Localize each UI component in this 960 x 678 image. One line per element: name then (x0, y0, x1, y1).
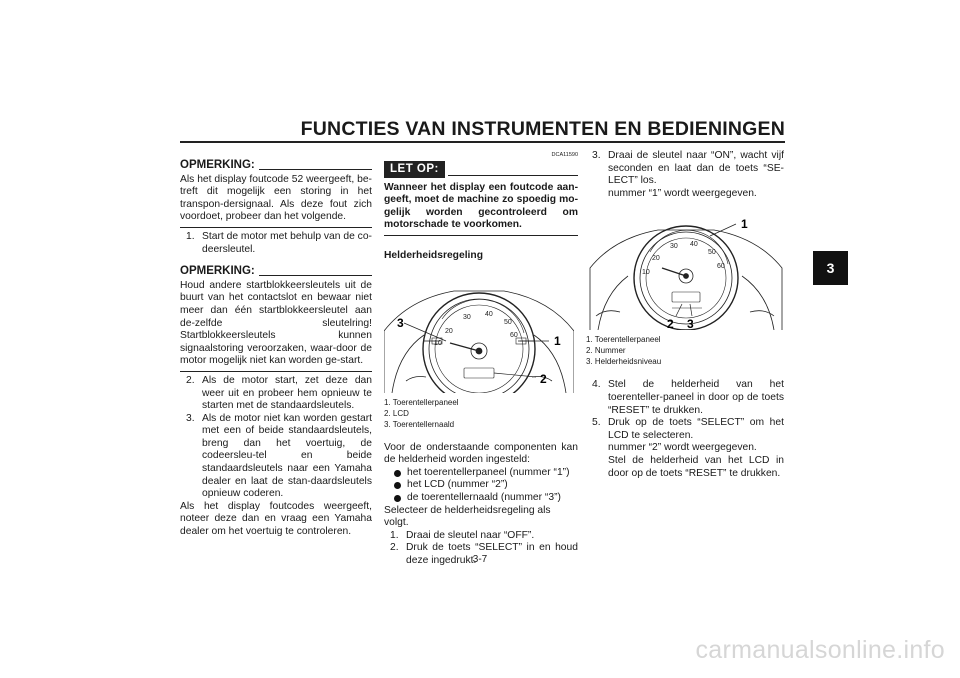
step-number: 5. (592, 417, 601, 429)
step-text: Draai de sleutel naar “ON”, wacht vijf seconden en laat dan de toets “SE-LECT” los. (608, 150, 784, 187)
bullet-text: het LCD (nummer “2”) (407, 479, 508, 491)
watermark: carmanualsonline.info (695, 636, 945, 664)
note-heading (180, 159, 372, 172)
step-text: Als de motor start, zet deze dan weer uit en probeer hem opnieuw te starten met de standaardsleutels. (202, 374, 372, 412)
legend-item: 2. LCD (384, 408, 409, 418)
column-middle (384, 150, 578, 568)
step-item (180, 231, 372, 256)
note-label: OPMERKING: (180, 159, 255, 171)
caution-text: Wanneer het display een foutcode aan-geeft, moet de machine zo spoedig mo-gelijk worden gecontroleerd om motorschade te voorkomen. (384, 181, 578, 231)
dial-number: 20 (652, 255, 660, 263)
step-list (180, 231, 372, 256)
legend-item: 1. Toerentellerpaneel (384, 397, 459, 407)
step-text: Druk op de toets “SELECT” om het LCD te selecteren. (608, 417, 784, 441)
caution-heading (384, 161, 578, 178)
step-text: Start de motor met behulp van de co-deersleutel. (202, 230, 372, 255)
step-number: 1. (186, 230, 195, 242)
step-list (180, 375, 372, 501)
step-subtext: nummer “2” wordt weergegeven. (608, 442, 757, 454)
figure-callout: 3 (397, 315, 404, 330)
dial-number: 60 (717, 263, 725, 271)
step-number: 2. (186, 374, 195, 386)
dial-number: 10 (434, 339, 442, 347)
select-paragraph: Selecteer de helderheidsregeling als volgt. (384, 504, 551, 529)
section-heading: Helderheidsregeling (384, 249, 483, 261)
step-text: Druk de toets “SELECT” in en houd deze ingedrukt. (406, 542, 578, 566)
step-number: 1. (390, 529, 399, 541)
bullet-dot (394, 470, 401, 477)
dial-number: 30 (463, 313, 471, 321)
leader-line (690, 304, 692, 316)
step-item (180, 375, 372, 413)
note-end-rule (180, 371, 372, 372)
caution-rule (448, 175, 578, 176)
step-subtext: Stel de helderheid van het LCD in door op de toets “RESET” te drukken. (608, 454, 784, 479)
figure-callout: 2 (667, 317, 674, 331)
bullet-item (384, 467, 578, 480)
dial-number: 40 (690, 241, 698, 249)
legend-item: 2. Nummer (586, 346, 626, 356)
legend-item: 1. Toerentellerpaneel (586, 335, 661, 345)
figure-callout: 1 (741, 217, 748, 232)
dial-number: 10 (642, 269, 650, 277)
note-end-rule (180, 227, 372, 228)
step-list (586, 150, 784, 200)
figure-callout: 3 (687, 317, 694, 331)
step-number: 3. (592, 150, 601, 161)
bullet-list (384, 467, 578, 505)
step-item (586, 379, 784, 417)
figure-legend (586, 334, 784, 367)
caution-label: LET OP: (384, 161, 445, 178)
caution-end-rule (384, 235, 578, 236)
intro-paragraph: Voor de onderstaande componenten kan de helderheid worden ingesteld: (384, 441, 578, 466)
step-text: Draai de sleutel naar “OFF”. (406, 529, 535, 541)
dial-number: 40 (485, 310, 493, 318)
bullet-text: het toerentellerpaneel (nummer “1”) (407, 466, 570, 478)
legend-item: 3. Toerentellernaald (384, 419, 455, 429)
figure-legend (384, 397, 578, 430)
dial-number: 20 (445, 327, 453, 335)
step-text: Als de motor niet kan worden gestart met een of beide standaardsleutels, breng dan het voertuig, de codeersleu-tel en beide standaardsleutels naar een Yamaha dealer en laat de stan-daardsleutels opnieuw coderen. (202, 412, 372, 500)
chapter-tab: 3 (813, 251, 848, 285)
note-rule (259, 169, 372, 170)
page-title: FUNCTIES VAN INSTRUMENTEN EN BEDIENINGEN (300, 118, 785, 140)
step-number: 2. (390, 542, 399, 554)
step-number: 4. (592, 379, 601, 391)
dial-number: 50 (504, 318, 512, 326)
leader-line (404, 323, 446, 341)
bullet-item (384, 492, 578, 505)
page-number: 3-7 (472, 554, 488, 565)
note-text: Houd andere startblokkeersleutels uit de buurt van het contactslot en bewaar niet meer dan één startblokkeersleutel aan de-zelfde sleutelring! Startblokkeersleutels kunnen signaalstoring veroorzaken, waar-door de motor mogelijk niet kan worden ge-start. (180, 279, 372, 367)
figure-callout: 1 (554, 333, 561, 348)
note-rule (259, 275, 372, 276)
leader-line (676, 304, 682, 316)
note-label: OPMERKING: (180, 265, 255, 278)
bullet-dot (394, 495, 401, 502)
step-list (586, 379, 784, 480)
step-number: 3. (186, 412, 195, 424)
tachometer-figure (384, 271, 574, 393)
bullet-text: de toerentellernaald (nummer “3”) (407, 491, 561, 503)
step-item (586, 150, 784, 200)
bullet-item (384, 479, 578, 492)
dial-number: 50 (708, 249, 716, 257)
step-text: Stel de helderheid van het toerenteller-paneel in door op de toets “RESET” te drukken. (608, 379, 784, 416)
step-item (180, 413, 372, 501)
bullet-dot (394, 482, 401, 489)
figure-callout: 2 (540, 371, 547, 386)
step-subtext: nummer “1” wordt weergegeven. (608, 187, 757, 199)
dial-number: 60 (510, 331, 518, 339)
step-item (586, 417, 784, 480)
legend-item: 3. Helderheidsniveau (586, 357, 662, 367)
dial-number: 30 (670, 243, 678, 251)
closing-paragraph: Als het display foutcodes weergeeft, noteer deze dan en vraag een Yamaha dealer om het voertuig te controleren. (180, 500, 372, 538)
step-item (384, 530, 578, 543)
note-heading (180, 265, 372, 278)
note-text: Als het display foutcode 52 weergeeft, be-treft dit mogelijk een storing in het transpon-dersignaal. Als deze fout zich voordoet, probeer dan het volgende. (180, 173, 372, 223)
caution-code: DCA11590 (551, 152, 578, 158)
tachometer-figure (586, 208, 784, 330)
title-rule (180, 141, 785, 143)
column-left (180, 150, 372, 539)
column-right (586, 150, 784, 480)
